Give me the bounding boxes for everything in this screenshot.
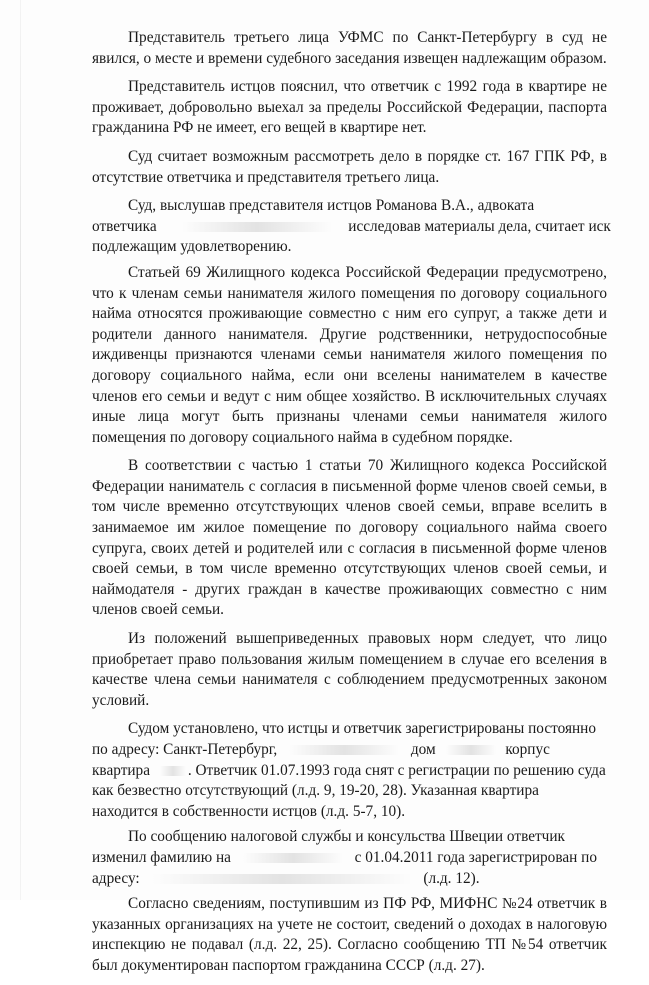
paragraph-court-absence: Суд считает возможным рассмотреть дело в порядке ст. 167 ГПК РФ, в отсутствие ответчика и представителя третьего лица. xyxy=(92,147,607,186)
paragraph-court-ruling xyxy=(92,196,611,258)
registration-line-3 xyxy=(92,761,607,782)
registration-house-label: дом xyxy=(410,741,436,758)
tax-address-label: адресу: xyxy=(92,869,140,887)
tax-line-2 xyxy=(92,848,607,869)
tax-surname-label: изменил фамилию на xyxy=(92,848,231,866)
tax-registered-since: с 01.04.2011 года зарегистрирован по xyxy=(354,848,597,866)
registration-line-1: Судом установлено, что истцы и ответчик зарегистрированы постоянно xyxy=(128,720,597,738)
paragraph-tax-consulate xyxy=(92,827,607,889)
court-line-2-start: ответчика xyxy=(92,217,157,235)
paragraph-third-party: Представитель третьего лица УФМС по Санкт-Петербургу в суд не явился, о месте и времени судебного заседания извещен надлежащим образом. xyxy=(92,29,607,67)
scan-edge-shadow xyxy=(20,0,21,900)
redacted-apartment xyxy=(160,766,186,776)
registration-line-4: как безвестно отсутствующий (л.д. 9, 19-20, 28). Указанная квартира xyxy=(92,782,539,800)
redacted-foreign-address xyxy=(152,874,412,884)
paragraph-registration xyxy=(92,719,607,822)
paragraph-plaintiff-representative: Представитель истцов пояснил, что ответчик с 1992 года в квартире не проживает, добровольно выехал за пределы Российской Федерации, паспорта гражданина РФ не имеет, его вещей в квартире нет. xyxy=(92,78,607,137)
document-body xyxy=(92,28,611,985)
court-line-2-end: исследовав материалы дела, считает иск xyxy=(348,217,611,235)
tax-reference: (л.д. 12). xyxy=(423,869,480,887)
registration-deregistered: . Ответчик 01.07.1993 года снят с регистрации по решению суда xyxy=(187,761,606,779)
paragraph-pension-fund: Согласно сведениям, поступившим из ПФ РФ, МИФНС №24 ответчик в указанных организациях на учете не состоит, сведений о доходах в налоговую инспекцию не подавал (л.д. 22, 25). Согласно сообщению ТП №54 ответчик был документирован паспортом гражданина СССР (л.д. 27). xyxy=(92,895,607,974)
registration-apartment-label: квартира xyxy=(92,761,150,779)
redacted-street xyxy=(289,745,399,755)
tax-line-3 xyxy=(92,869,607,890)
paragraph-housing-code-70: В соответствии с частью 1 статьи 70 Жилищного кодекса Российской Федерации наниматель с согласия в письменной форме членов своей семьи, в том числе временно отсутствующих членов своей семьи, вправе вселить в занимаемое им жилое помещение по договору социального найма своего супруга, своих детей и родителей или с согласия в письменной форме членов своей семьи, в том числе временно отсутствующих членов своей семьи, и наймодателя - других граждан в качестве проживающих совместно с ним членов своей семьи. xyxy=(92,457,607,619)
registration-line-5: находится в собственности истцов (л.д. 5-7, 10). xyxy=(92,802,406,820)
registration-building-label: корпус xyxy=(505,741,550,758)
registration-line-2 xyxy=(92,740,607,761)
court-line-1: Суд, выслушав представителя истцов Романова В.А., адвоката xyxy=(128,197,535,215)
court-line-2 xyxy=(92,217,611,238)
tax-line-1: По сообщению налоговой службы и консульства Швеции ответчик xyxy=(128,828,565,846)
paragraph-housing-code-69: Статьей 69 Жилищного кодекса Российской Федерации предусмотрено, что к членам семьи нанимателя жилого помещения по договору социального найма относятся проживающие совместно с ним его супруг, а также дети и родители данного нанимателя. Другие родственники, нетрудоспособные иждивенцы признаются членами семьи нанимателя жилого помещения по договору социального найма, если они вселены нанимателем в качестве членов его семьи и ведут с ним общее хозяйство. В исключительных случаях иные лица могут быть признаны членами семьи нанимателя жилого помещения по договору социального найма в судебном порядке. xyxy=(92,263,607,446)
redacted-surname xyxy=(243,853,343,863)
registration-address-label: по адресу: Санкт-Петербург, xyxy=(92,741,278,758)
redacted-name xyxy=(182,222,332,232)
paragraph-legal-conclusion: Из положений вышеприведенных правовых норм следует, что лицо приобретает право пользования жилым помещением в случае его вселения в качестве члена семьи нанимателя с соблюдением предусмотренных законом условий. xyxy=(92,630,607,709)
court-line-3: подлежащим удовлетворению. xyxy=(92,238,292,256)
redacted-house xyxy=(446,745,496,755)
